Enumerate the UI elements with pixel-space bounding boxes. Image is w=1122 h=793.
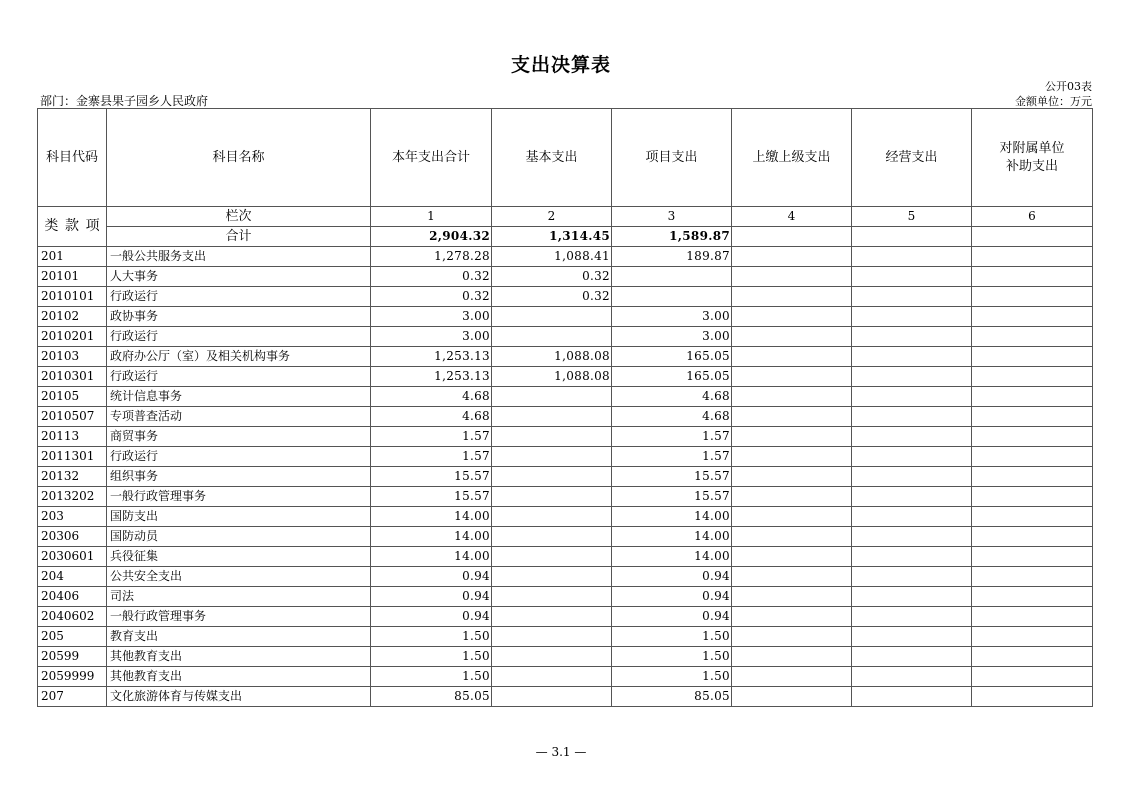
row-total: 0.32 [371,267,492,287]
row-project: 14.00 [612,527,732,547]
row-code: 2010201 [38,327,107,347]
total-upper [732,227,852,247]
header-total: 本年支出合计 [371,109,492,207]
header-upper: 上缴上级支出 [732,109,852,207]
row-project: 0.94 [612,567,732,587]
row-name: 兵役征集 [107,547,371,567]
row-name: 一般行政管理事务 [107,607,371,627]
row-upper [732,667,852,687]
row-business [852,307,972,327]
row-business [852,447,972,467]
header-name: 科目名称 [107,109,371,207]
row-code: 2010507 [38,407,107,427]
row-total: 1.57 [371,427,492,447]
row-business [852,407,972,427]
row-basic [492,427,612,447]
row-basic [492,647,612,667]
row-code: 20103 [38,347,107,367]
row-business [852,327,972,347]
row-project: 1.57 [612,427,732,447]
row-upper [732,467,852,487]
row-name: 一般行政管理事务 [107,487,371,507]
col-index-2: 2 [492,207,612,227]
lei-label: 类 [44,218,59,234]
col-index-3: 3 [612,207,732,227]
table-row [38,327,1093,347]
row-upper [732,307,852,327]
row-upper [732,267,852,287]
row-project: 189.87 [612,247,732,267]
row-upper [732,647,852,667]
row-code: 204 [38,567,107,587]
table-row [38,367,1093,387]
row-subsidy [972,687,1093,707]
row-subsidy [972,267,1093,287]
row-name: 专项普查活动 [107,407,371,427]
row-code: 2010301 [38,367,107,387]
row-business [852,467,972,487]
row-total: 15.57 [371,467,492,487]
row-basic [492,567,612,587]
col-index-1: 1 [371,207,492,227]
row-subsidy [972,647,1093,667]
row-name: 人大事务 [107,267,371,287]
row-business [852,527,972,547]
row-project: 1.50 [612,647,732,667]
total-basic: 1,314.45 [492,227,612,247]
header-subsidy [972,109,1093,207]
row-name: 其他教育支出 [107,647,371,667]
row-total: 1.50 [371,667,492,687]
row-code: 203 [38,507,107,527]
row-basic [492,527,612,547]
row-subsidy [972,247,1093,267]
row-basic [492,487,612,507]
table-row [38,507,1093,527]
header-code: 科目代码 [38,109,107,207]
row-basic: 0.32 [492,287,612,307]
table-row [38,287,1093,307]
row-project: 85.05 [612,687,732,707]
page-title: 支出决算表 [510,54,611,76]
row-basic [492,307,612,327]
row-name: 统计信息事务 [107,387,371,407]
row-basic [492,407,612,427]
row-basic: 1,088.08 [492,367,612,387]
row-total: 0.94 [371,567,492,587]
table-row [38,267,1093,287]
row-project: 15.57 [612,467,732,487]
row-upper [732,387,852,407]
row-code: 20132 [38,467,107,487]
row-project: 14.00 [612,547,732,567]
row-subsidy [972,487,1093,507]
expenditure-table [37,108,1093,707]
row-total: 1.50 [371,627,492,647]
row-subsidy [972,467,1093,487]
row-project: 0.94 [612,587,732,607]
row-project: 0.94 [612,607,732,627]
header-row [38,109,1093,207]
row-basic: 0.32 [492,267,612,287]
row-code: 2040602 [38,607,107,627]
row-basic [492,687,612,707]
header-subsidy-line1: 对附属单位 [999,140,1065,156]
xiang-label: 项 [85,218,100,234]
row-name: 行政运行 [107,367,371,387]
row-upper [732,327,852,347]
row-basic [492,467,612,487]
lanci-label: 栏次 [107,207,371,227]
row-total: 0.32 [371,287,492,307]
row-total: 4.68 [371,407,492,427]
row-subsidy [972,527,1093,547]
table-row [38,607,1093,627]
row-business [852,287,972,307]
row-code: 2010101 [38,287,107,307]
kuan-label: 款 [64,218,79,234]
row-subsidy [972,307,1093,327]
row-upper [732,447,852,467]
row-business [852,647,972,667]
row-code: 201 [38,247,107,267]
row-total: 85.05 [371,687,492,707]
row-total: 3.00 [371,307,492,327]
row-subsidy [972,347,1093,367]
row-upper [732,407,852,427]
row-project: 15.57 [612,487,732,507]
row-total: 4.68 [371,387,492,407]
row-code: 20306 [38,527,107,547]
total-sum: 2,904.32 [371,227,492,247]
row-name: 行政运行 [107,447,371,467]
row-code: 20599 [38,647,107,667]
row-subsidy [972,407,1093,427]
table-row [38,527,1093,547]
row-total: 1,253.13 [371,347,492,367]
header-basic: 基本支出 [492,109,612,207]
row-name: 公共安全支出 [107,567,371,587]
row-business [852,507,972,527]
row-basic [492,627,612,647]
amount-unit-label: 金额单位：万元 [1015,95,1092,108]
row-code: 20406 [38,587,107,607]
row-total: 0.94 [371,607,492,627]
column-index-row [38,207,1093,227]
row-upper [732,567,852,587]
row-total: 3.00 [371,327,492,347]
row-total: 1.57 [371,447,492,467]
row-total: 14.00 [371,527,492,547]
row-basic: 1,088.41 [492,247,612,267]
row-total: 14.00 [371,507,492,527]
row-code: 2013202 [38,487,107,507]
row-upper [732,587,852,607]
table-row [38,387,1093,407]
row-total: 1,253.13 [371,367,492,387]
row-subsidy [972,627,1093,647]
row-code: 205 [38,627,107,647]
row-subsidy [972,507,1093,527]
table-row [38,347,1093,367]
table-row [38,647,1093,667]
row-code: 20101 [38,267,107,287]
row-project [612,267,732,287]
page-number: — 3.1 — [535,745,587,759]
row-upper [732,347,852,367]
row-subsidy [972,587,1093,607]
row-business [852,607,972,627]
row-upper [732,527,852,547]
row-code: 207 [38,687,107,707]
row-basic [492,507,612,527]
row-code: 20102 [38,307,107,327]
row-business [852,667,972,687]
row-project: 165.05 [612,367,732,387]
row-subsidy [972,607,1093,627]
row-project: 3.00 [612,327,732,347]
row-subsidy [972,327,1093,347]
row-subsidy [972,427,1093,447]
row-business [852,487,972,507]
row-subsidy [972,667,1093,687]
row-name: 司法 [107,587,371,607]
row-upper [732,507,852,527]
row-business [852,427,972,447]
row-name: 国防支出 [107,507,371,527]
row-business [852,367,972,387]
row-subsidy [972,367,1093,387]
row-name: 商贸事务 [107,427,371,447]
total-subsidy [972,227,1093,247]
row-basic [492,387,612,407]
table-row [38,307,1093,327]
row-upper [732,547,852,567]
table-row [38,467,1093,487]
table-row [38,447,1093,467]
row-project: 1.50 [612,667,732,687]
row-upper [732,367,852,387]
total-business [852,227,972,247]
row-project: 14.00 [612,507,732,527]
row-project: 1.50 [612,627,732,647]
table-number: 公开03表 [1045,80,1092,93]
row-business [852,687,972,707]
header-project: 项目支出 [612,109,732,207]
header-subsidy-line2: 补助支出 [1005,158,1058,174]
table-row [38,247,1093,267]
row-upper [732,287,852,307]
row-project: 4.68 [612,387,732,407]
row-business [852,267,972,287]
row-basic [492,327,612,347]
row-business [852,587,972,607]
row-business [852,547,972,567]
row-upper [732,687,852,707]
row-upper [732,487,852,507]
total-row [38,227,1093,247]
row-name: 其他教育支出 [107,667,371,687]
row-name: 政协事务 [107,307,371,327]
row-code: 2011301 [38,447,107,467]
row-total: 15.57 [371,487,492,507]
row-name: 行政运行 [107,287,371,307]
col-index-6: 6 [972,207,1093,227]
row-code: 20113 [38,427,107,447]
row-project: 4.68 [612,407,732,427]
row-name: 国防动员 [107,527,371,547]
row-code: 20105 [38,387,107,407]
row-basic: 1,088.08 [492,347,612,367]
row-total: 0.94 [371,587,492,607]
row-code: 2059999 [38,667,107,687]
table-row [38,427,1093,447]
table-row [38,627,1093,647]
row-basic [492,447,612,467]
row-business [852,247,972,267]
table-row [38,547,1093,567]
row-project: 3.00 [612,307,732,327]
row-subsidy [972,547,1093,567]
row-upper [732,247,852,267]
row-name: 行政运行 [107,327,371,347]
row-upper [732,607,852,627]
row-project: 1.57 [612,447,732,467]
row-upper [732,627,852,647]
row-business [852,387,972,407]
table-row [38,567,1093,587]
row-total: 1,278.28 [371,247,492,267]
row-total: 14.00 [371,547,492,567]
total-label: 合计 [107,227,371,247]
row-business [852,627,972,647]
row-basic [492,667,612,687]
row-basic [492,547,612,567]
table-row [38,687,1093,707]
row-upper [732,427,852,447]
row-code: 2030601 [38,547,107,567]
row-name: 政府办公厅（室）及相关机构事务 [107,347,371,367]
row-name: 教育支出 [107,627,371,647]
table-row [38,487,1093,507]
row-basic [492,607,612,627]
col-index-4: 4 [732,207,852,227]
row-project: 165.05 [612,347,732,367]
row-name: 组织事务 [107,467,371,487]
lei-kuan-xiang-cell [38,207,107,247]
row-business [852,347,972,367]
department-label: 部门：金寨县果子园乡人民政府 [40,94,209,108]
header-business: 经营支出 [852,109,972,207]
row-total: 1.50 [371,647,492,667]
row-subsidy [972,567,1093,587]
row-name: 文化旅游体育与传媒支出 [107,687,371,707]
total-project: 1,589.87 [612,227,732,247]
col-index-5: 5 [852,207,972,227]
row-basic [492,587,612,607]
table-row [38,667,1093,687]
row-subsidy [972,387,1093,407]
table-row [38,407,1093,427]
row-business [852,567,972,587]
row-subsidy [972,447,1093,467]
row-subsidy [972,287,1093,307]
table-row [38,587,1093,607]
row-name: 一般公共服务支出 [107,247,371,267]
row-project [612,287,732,307]
